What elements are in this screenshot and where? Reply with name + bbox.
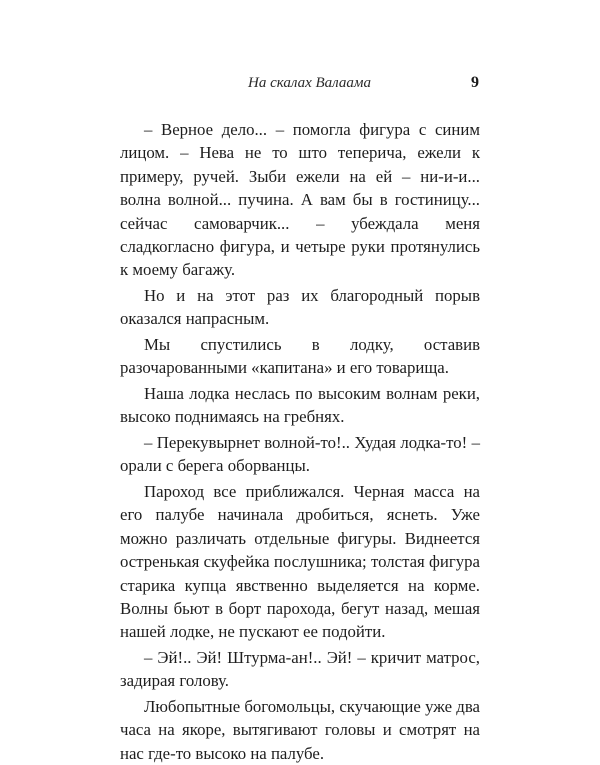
- body-text: [120, 118, 480, 765]
- paragraph: Наша лодка неслась по высоким волнам реки, высоко поднимаясь на гребнях.: [120, 384, 480, 427]
- paragraph: Мы спустились в лодку, оставив разочарованными «капитана» и его товарища.: [120, 335, 480, 378]
- paragraph: Пароход все приближался. Черная масса на его палубе начинала дробиться, яснеть. Уже можно различать отдельные фигуры. Виднеется остренькая скуфейка послушника; толстая фигура старика купца явственно выделяется на корме. Волны бьют в борт парохода, бегут назад, мешая нашей лодке, не пускают ее подойти.: [120, 482, 480, 642]
- paragraph: – Перекувырнет волной-то!.. Худая лодка-то! – орали с берега оборванцы.: [120, 433, 480, 476]
- paragraph: – Верное дело... – помогла фигура с синим лицом. – Нева не то што теперича, ежели к примеру, ручей. Зыби ежели на ей – ни-и-и... волна волной... пучина. А вам бы в гостиницу... сейчас самоварчик... – убеждала меня сладкогласно фигура, и четыре руки протянулись к моему багажу.: [120, 120, 480, 280]
- page-header: [0, 75, 600, 99]
- paragraph: – Эй!.. Эй! Штурма-ан!.. Эй! – кричит матрос, задирая голову.: [120, 648, 480, 691]
- running-title: На скалах Валаама: [248, 75, 371, 91]
- paragraph: Но и на этот раз их благородный порыв оказался напрасным.: [120, 286, 480, 329]
- paragraph: Любопытные богомольцы, скучающие уже два часа на якоре, вытягивают головы и смотрят на нас где-то высоко на палубе.: [120, 697, 480, 763]
- page-number: 9: [471, 74, 479, 91]
